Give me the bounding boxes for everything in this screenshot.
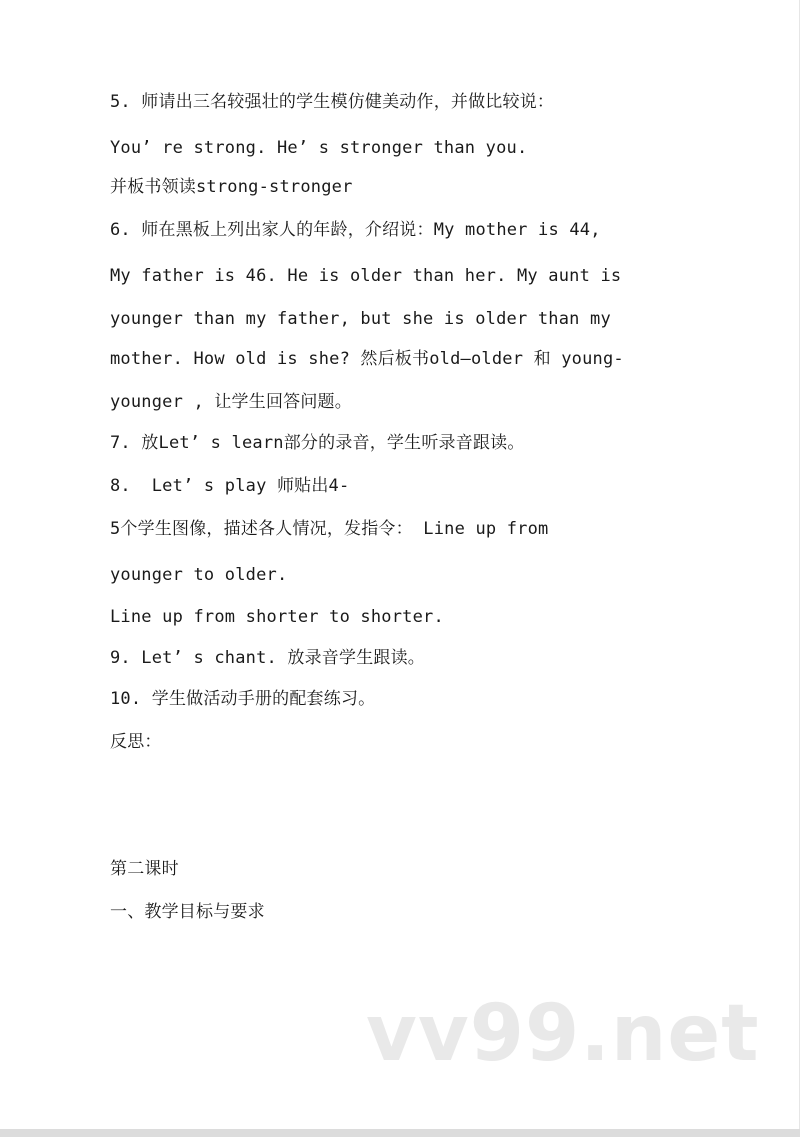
text-line-step-5: 5. 师请出三名较强壮的学生模仿健美动作，并做比较说：	[110, 92, 555, 112]
text-line-board-strong: 并板书领读strong-stronger	[110, 177, 353, 197]
text-line-step-9: 9. Let’ s chant. 放录音学生跟读。	[110, 648, 425, 668]
text-line-reflection: 反思：	[110, 732, 162, 752]
page-bottom-edge	[0, 1129, 800, 1137]
text-line-line-up: 5个学生图像，描述各人情况，发指令： Line up from	[110, 519, 549, 539]
section-heading-objectives: 一、教学目标与要求	[110, 902, 265, 922]
text-line-answer: younger , 让学生回答问题。	[110, 392, 352, 412]
section-heading-second-lesson: 第二课时	[110, 859, 179, 879]
text-line-question: mother. How old is she? 然后板书old—older 和 young-	[110, 349, 624, 369]
text-line-step-8: 8. Let’ s play 师贴出4-	[110, 476, 350, 496]
text-line-step-10: 10. 学生做活动手册的配套练习。	[110, 689, 376, 709]
watermark-text: vv99.net	[366, 989, 760, 1079]
text-line-shorter: Line up from shorter to shorter.	[110, 607, 444, 627]
text-line-dialogue-strong: You’ re strong. He’ s stronger than you.	[110, 138, 528, 158]
text-line-aunt-age: younger than my father, but she is older than my	[110, 309, 611, 329]
text-line-father-age: My father is 46. He is older than her. My aunt is	[110, 266, 622, 286]
text-line-step-7: 7. 放Let’ s learn部分的录音，学生听录音跟读。	[110, 433, 525, 453]
text-line-step-6: 6. 师在黑板上列出家人的年龄，介绍说：My mother is 44,	[110, 220, 601, 240]
text-line-younger-older: younger to older.	[110, 565, 288, 585]
